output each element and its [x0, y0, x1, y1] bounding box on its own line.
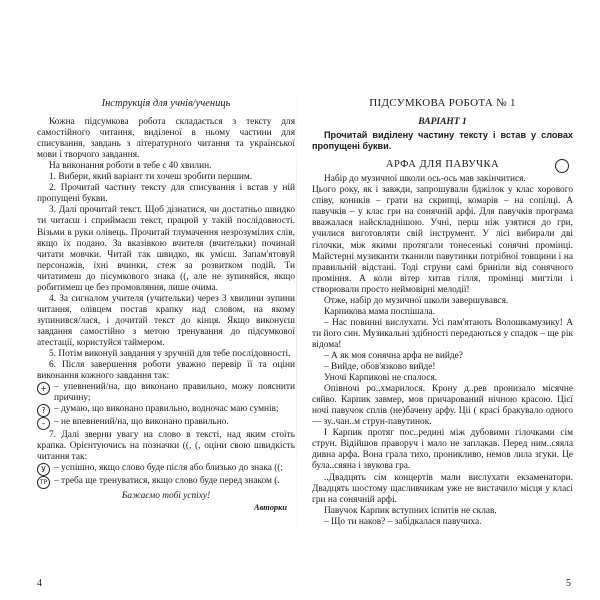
story-paragraph: Уночі Карпикові не спалося. — [324, 373, 438, 384]
evaluation-mark-row — [37, 404, 295, 417]
task-instruction: Прочитай виділену частину тексту і встав у словах пропущені букви. — [312, 130, 573, 152]
speed-mark-row — [37, 463, 295, 476]
speed-mark-text: – успішно, якщо слово буде після або близько до знака ((; — [54, 463, 284, 474]
story-paragraph: Карпикова мама поспішала. — [324, 306, 435, 317]
left-paragraph: 4. За сигналом учителя (учительки) через 3 хвилини зупини читання, олівцем постав крапку над словом, на якому зупинився/лася, і дочитай текст до кінця. Якщо виконуєш завдання самостійно з метою тренування до підсумкової атестації, користуйся таймером. — [37, 293, 295, 348]
wish-text: Бажаємо тобі успіху! — [121, 491, 211, 502]
story-paragraph: – Що ти наков? – забідкалася павучиха. — [324, 516, 482, 527]
story-paragraph: Павучок Карпик вступних іспитів не склав. — [324, 505, 497, 516]
left-paragraph: 7. Далі зверни увагу на слово в тексті, над яким стоїть крапка. Орієнтуючись на позначки ((, (, оціни свою швидкість читання так: — [37, 430, 295, 463]
authors-signature: Авторки — [253, 503, 287, 513]
evaluation-mark-text: – думаю, що виконано правильно, водночас маю сумнів; — [54, 404, 279, 415]
evaluation-mark-row — [37, 382, 295, 404]
left-paragraph: 3. Далі прочитай текст. Щоб дізнатися, чи достатньо швидко ти читаєш і сприймаєш текст, працюй у такій послідовності. Візьми в руки олівець. Прочитай тлумачення незрозумілих слів, якщо їх подано. За вказівкою вчителя (вчительки) починай читати мовчки. Читай так швидко, як умієш. Запам'ятовуй персонажів, їхні вчинки, стеж за розвитком подій. Ти читатимеш до пісумкового знака ((, але не зупиняйся, якщо робитимеш це без промовляння, лише очима. — [37, 205, 295, 293]
story-paragraph: – Нас повинні вислухати. Усі пам'ятають Волошкамузику! А ти його син. Музикальні здібності передаються у спадок – ще рік відома! — [312, 317, 573, 350]
page-number-right: 5 — [566, 578, 571, 589]
evaluation-mark-row — [37, 417, 295, 430]
evaluation-mark-text: – упевнений/на, що виконано правильно, можу пояснити причину; — [54, 382, 295, 404]
left-paragraph: 5. Потім виконуй завдання у зручній для тебе послідовності. — [49, 349, 291, 360]
left-paragraph: На виконання роботи в тебе є 40 хвилин. — [49, 161, 212, 172]
story-header — [312, 159, 573, 170]
empty-circle-icon — [555, 159, 569, 173]
page-number-left: 4 — [37, 578, 42, 589]
right-page — [312, 88, 573, 527]
left-paragraph: 6. Після завершення роботи уважно перевір її та оціни виконання кожного завдання так: — [37, 360, 295, 382]
speed-mark-text: – треба ще тренуватися, якщо слово буде перед знаком (. — [54, 476, 280, 487]
story-paragraph: – А як моя сонячна арфа не вийде? — [324, 350, 463, 361]
speed-mark-row — [37, 476, 295, 489]
book-spine — [296, 60, 297, 560]
story-paragraph: І Карпик протяг пос..редині між дубовими гілочками сім струн. Відійшов праворуч і мало не заплакав. Перед ним..сяяла дивна арфа. Вона грала тихо, проникливо, немов лила згуки. Це була..сяяна і звукова гра. — [312, 428, 573, 472]
story-paragraph: Отже, набір до музичної школи завершувався. — [324, 295, 509, 306]
left-page — [37, 88, 295, 524]
story-paragraph: Цього року, як і завжди, запрошували бджілок у клас хорового співу, коників – грати на скрипці, комарів – на сопілці. А павучків – у клас гри на сонячній арфі. Для павучків програма вважалася найскладнішою. Учні, перш ніж узятися до гри, училися виготовляти свій інструмент. У лісі вибирали дві гілочки, між якими протягали тонесенькі сонячні промінці. Майстерні музиканти тканили павутинки потрібної товщини і на правильній відстані. Тоді струни самі бриніли від сонячного проміння. А коли вітер хитав гілля, промінці мигтіли і створювали просто неймовірні мелодії! — [312, 185, 573, 295]
story-title: АРФА ДЛЯ ПАВУЧКА — [385, 159, 500, 171]
question-mark-icon: ? — [37, 404, 50, 417]
left-paragraph: Кожна підсумкова робота складається з тексту для самостійного читання, виділеної в ньому частини для списування, завдань з літературного читання та української мови і творчого завдання. — [37, 117, 295, 161]
left-paragraph: 2. Прочитай частину тексту для списування і встав у ній пропущені букви. — [37, 183, 295, 205]
plus-mark-icon: + — [37, 382, 50, 395]
story-paragraph: Опівночі ро..хмарилося. Крону д..рев пронизало місячне сяйво. Карпик завмер, мов причарований нічною красою. Цієї ночі павучок сплів (не)бачену арфу. Ціі ( красі бракувало одного — зу..чан..м струн-павутинок. — [312, 384, 573, 428]
variant-title: ВАРІАНТ 1 — [418, 117, 467, 128]
train-mark-icon: ТР — [37, 476, 50, 489]
story-paragraph: ..Двадцять сім концертів мали вислухати екзаменатори. Двадцять шостому щасливчикам уже не вистачило місця у класі гри на сонячній арфі. — [312, 472, 573, 505]
left-paragraph: 1. Вибери, який варіант ти хочеш зробити першим. — [49, 172, 253, 183]
story-paragraph: Набір до музичної школи ось-ось мав закінчитися. — [324, 174, 526, 185]
instructions-title: Інструкція для учнів/учениць — [101, 98, 231, 109]
evaluation-mark-text: – не впевнений/на, що виконано правильно. — [54, 417, 229, 428]
work-header: ПІДСУМКОВА РОБОТА № 1 — [369, 97, 516, 109]
story-paragraph: – Вийде, обов'язково вийде! — [324, 362, 436, 373]
success-mark-icon: У — [37, 463, 50, 476]
minus-mark-icon: – — [37, 417, 50, 430]
